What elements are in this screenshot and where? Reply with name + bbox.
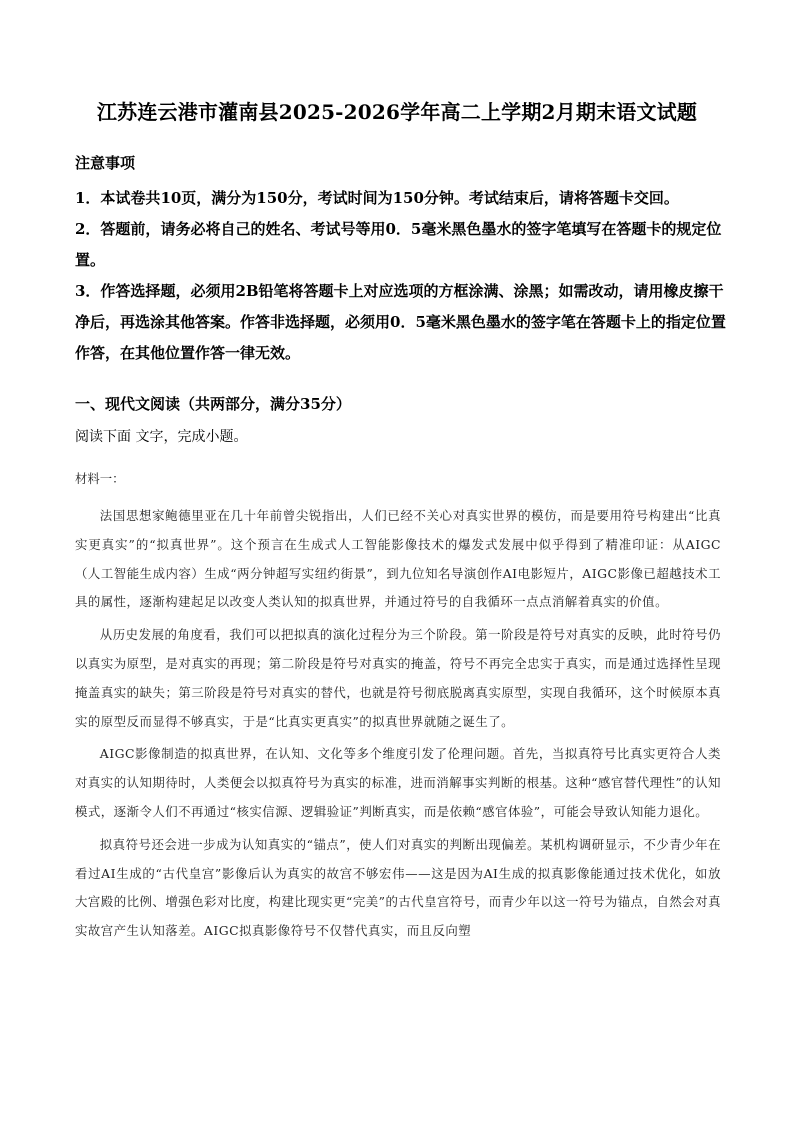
notice-heading: 注意事项 [75,154,136,172]
material-paragraph: 拟真符号还会进一步成为认知真实的“锚点”，使人们对真实的判断出现偏差。某机构调研显示，不少青少年在看过AI生成的“古代皇宫”影像后认为真实的故宫不够宏伟——这是因为AI生成的拟真影像能通过技术优化，如放大宫殿的比例、增强色彩对比度，构建比现实更“完美”的古代皇宫符号，而青少年以这一符号为锚点，自然会对真实故宫产生认知落差。AIGC拟真影像符号不仅替代真实，而且反向塑 [75,836,721,939]
notice-item: 3．作答选择题，必须用2B铅笔将答题卡上对应选项的方框涂满、涂黑；如需改动，请用橡皮擦干净后，再选涂其他答案。作答非选择题，必须用0．5毫米黑色墨水的签字笔在答题卡上的指定位置作答，在其他位置作答一律无效。 [75,282,726,362]
material-one [75,466,721,950]
notice-list [75,183,735,369]
material-label: 材料一： [75,471,125,486]
section-heading: 一、现代文阅读（共两部分，满分35分） [75,395,351,413]
reading-instruction: 阅读下面 文字，完成小题。 [75,429,248,445]
document-title: 江苏连云港市灌南县2025-2026学年高二上学期2月期末语文试题 [96,100,698,124]
notice-item: 2．答题前，请务必将自己的姓名、考试号等用0．5毫米黑色墨水的签字笔填写在答题卡的规定位置。 [75,220,722,269]
material-paragraph: AIGC影像制造的拟真世界，在认知、文化等多个维度引发了伦理问题。首先，当拟真符号比真实更符合人类对真实的认知期待时，人类便会以拟真符号为真实的标准，进而消解事实判断的根基。这种“感官替代理性”的认知模式，逐渐令人们不再通过“核实信源、逻辑验证”判断真实，而是依赖“感官体验”，可能会导致认知能力退化。 [75,746,721,819]
notice-item: 1．本试卷共10页，满分为150分，考试时间为150分钟。考试结束后，请将答题卡交回。 [75,189,679,207]
material-paragraph: 从历史发展的角度看，我们可以把拟真的演化过程分为三个阶段。第一阶段是符号对真实的反映，此时符号仍以真实为原型，是对真实的再现；第二阶段是符号对真实的掩盖，符号不再完全忠实于真实，而是通过选择性呈现掩盖真实的缺失；第三阶段是符号对真实的替代，也就是符号彻底脱离真实原型，实现自我循环，这个时候原本真实的原型反而显得不够真实，于是“比真实更真实”的拟真世界就随之诞生了。 [75,627,721,729]
material-paragraph: 法国思想家鲍德里亚在几十年前曾尖锐指出，人们已经不关心对真实世界的模仿，而是要用符号构建出“比真实更真实”的“拟真世界”。这个预言在生成式人工智能影像技术的爆发式发展中似乎得到了精准印证：从AIGC（人工智能生成内容）生成“两分钟超写实纽约街景”，到九位知名导演创作AI电影短片，AIGC影像已超越技术工具的属性，逐渐构建起足以改变人类认知的拟真世界，并通过符号的自我循环一点点消解着真实的价值。 [75,508,721,610]
